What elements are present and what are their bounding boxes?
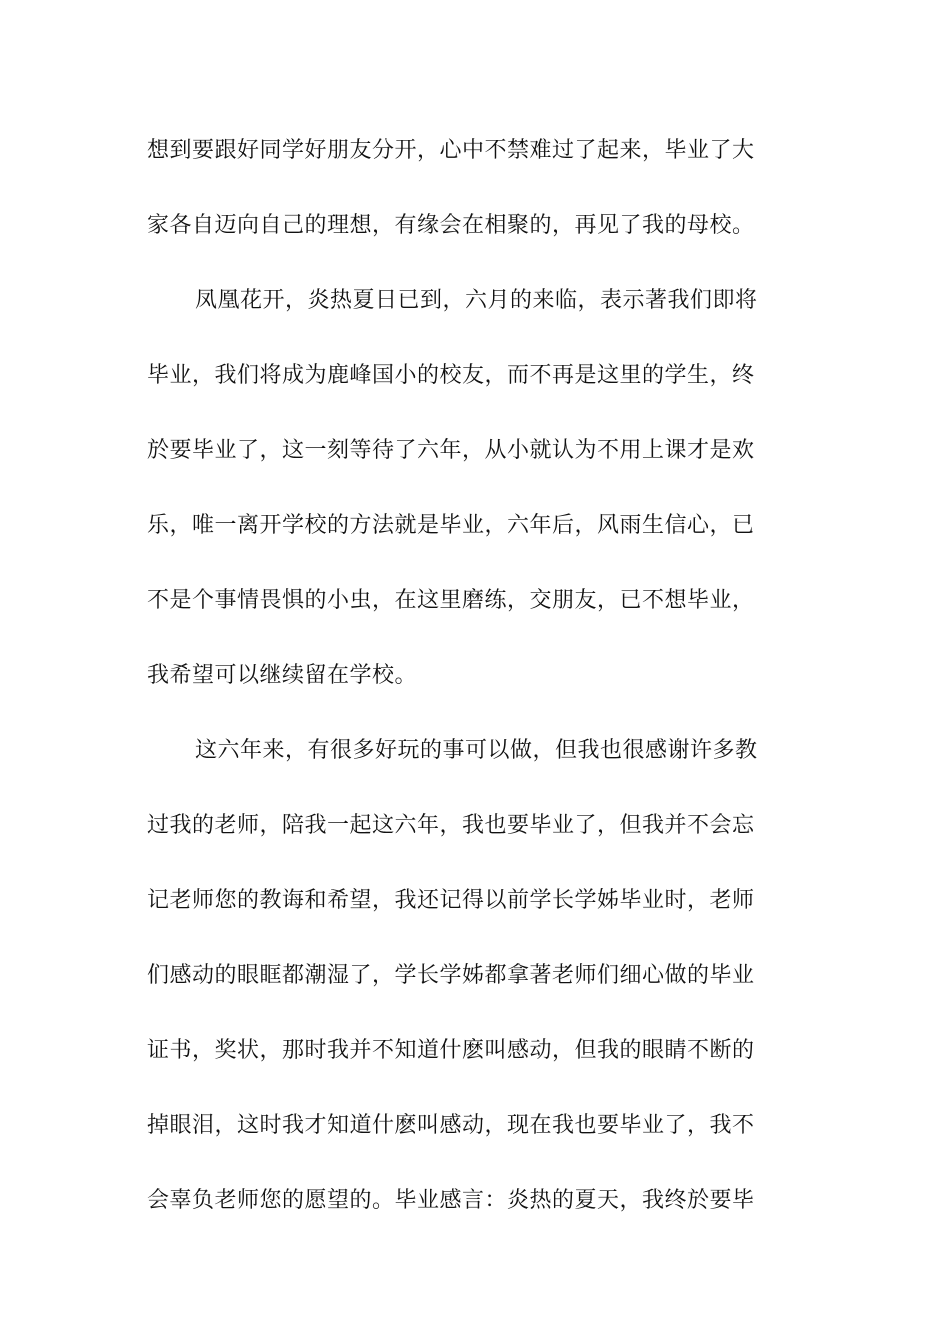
paragraph-start-line: 这六年来，有很多好玩的事可以做，但我也很感谢许多教 [195, 738, 758, 763]
text-line: 毕业，我们将成为鹿峰国小的校友，而不再是这里的学生，终 [147, 363, 755, 388]
text-line: 乐，唯一离开学校的方法就是毕业，六年后，风雨生信心，已 [147, 513, 755, 538]
text-line: 证书，奖状，那时我并不知道什麽叫感动，但我的眼睛不断的 [147, 1038, 755, 1063]
document-body [147, 126, 807, 1251]
text-line: 不是个事情畏惧的小虫，在这里磨练，交朋友，已不想毕业， [147, 588, 755, 613]
text-line: 记老师您的教诲和希望，我还记得以前学长学姊毕业时，老师 [147, 888, 755, 913]
text-line: 会辜负老师您的愿望的。毕业感言：炎热的夏天，我终於要毕 [147, 1188, 755, 1213]
text-line: 过我的老师，陪我一起这六年，我也要毕业了，但我并不会忘 [147, 813, 755, 838]
text-line: 家各自迈向自己的理想，有缘会在相聚的，再见了我的母校。 [147, 213, 755, 238]
text-line: 我希望可以继续留在学校。 [147, 663, 418, 688]
text-line: 想到要跟好同学好朋友分开，心中不禁难过了起来，毕业了大 [147, 138, 755, 163]
paragraph-start-line: 凤凰花开，炎热夏日已到，六月的来临，表示著我们即将 [195, 288, 758, 313]
text-line: 们感动的眼眶都潮湿了，学长学姊都拿著老师们细心做的毕业 [147, 963, 755, 988]
text-line: 掉眼泪，这时我才知道什麽叫感动，现在我也要毕业了，我不 [147, 1113, 755, 1138]
text-line: 於要毕业了，这一刻等待了六年，从小就认为不用上课才是欢 [147, 438, 755, 463]
